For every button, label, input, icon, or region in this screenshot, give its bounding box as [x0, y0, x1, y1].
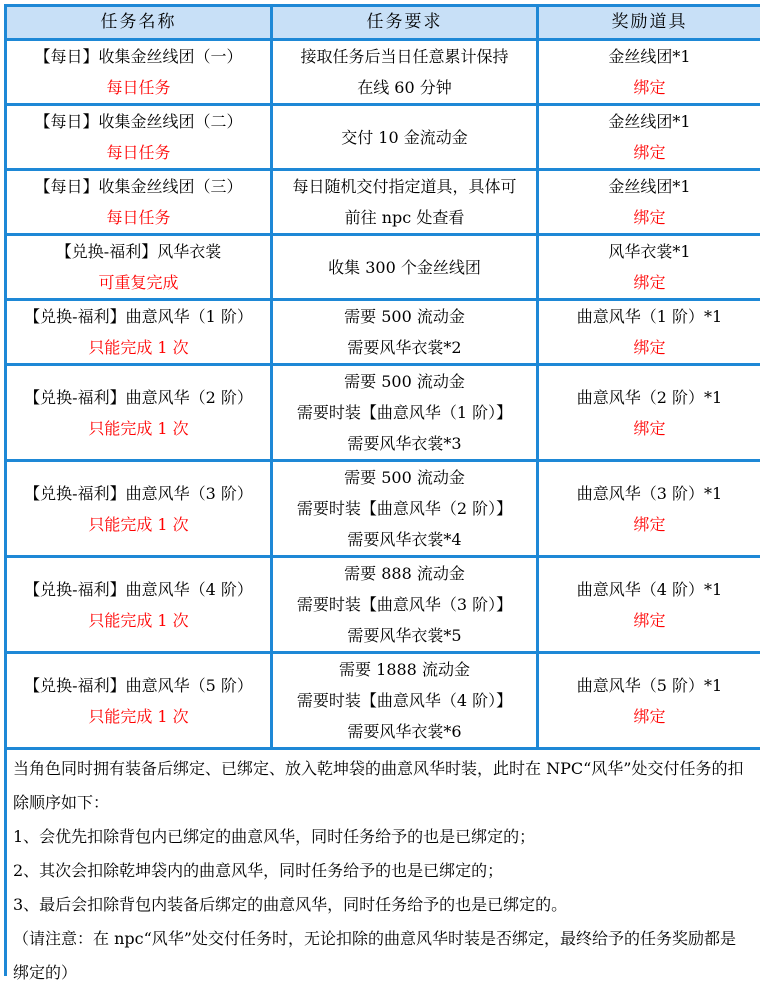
task-name: 【兑换-福利】曲意风华（4 阶） — [24, 579, 253, 599]
task-tag: 每日任务 — [106, 143, 171, 162]
requirement-line: 需要时装【曲意风华（1 阶）】 — [296, 403, 513, 422]
quest-table — [4, 4, 763, 997]
requirement-line: 需要时装【曲意风华（3 阶）】 — [296, 595, 513, 614]
table-row — [7, 171, 760, 233]
task-tag: 每日任务 — [106, 78, 171, 97]
reward-item: 风华衣裳*1 — [608, 242, 691, 261]
bind-status: 绑定 — [633, 706, 666, 726]
requirement-line: 需要 500 流动金 — [344, 307, 465, 326]
note-rule-3: 3、最后会扣除背包内装备后绑定的曲意风华，同时任务给予的也是已绑定的。 — [13, 895, 568, 914]
task-name: 【兑换-福利】曲意风华（5 阶） — [24, 675, 253, 695]
reward-cell — [539, 106, 760, 168]
bind-status: 绑定 — [633, 338, 666, 357]
bind-status: 绑定 — [633, 78, 666, 97]
task-tag: 只能完成 1 次 — [88, 514, 189, 534]
reward-item: 金丝线团*1 — [608, 112, 691, 131]
reward-item: 曲意风华（3 阶）*1 — [576, 483, 723, 503]
task-name-cell — [7, 366, 270, 459]
table-row — [7, 236, 760, 298]
reward-item: 金丝线团*1 — [608, 47, 691, 66]
header-reward-item: 奖励道具 — [539, 7, 760, 38]
task-name-cell — [7, 41, 270, 103]
reward-cell — [539, 236, 760, 298]
reward-cell — [539, 41, 760, 103]
task-name: 【每日】收集金丝线团（三） — [34, 177, 243, 196]
task-name: 【每日】收集金丝线团（二） — [34, 112, 243, 131]
header-task-requirement: 任务要求 — [273, 7, 536, 38]
reward-cell — [539, 301, 760, 363]
note-reminder: （请注意：在 npc“风华”处交付任务时，无论扣除的曲意风华时装是否绑定，最终给予的任务奖励都是绑定的） — [13, 929, 736, 982]
task-name-cell — [7, 236, 270, 298]
table-header-row — [7, 7, 760, 38]
task-tag: 每日任务 — [106, 208, 171, 227]
reward-item: 曲意风华（5 阶）*1 — [576, 675, 723, 695]
requirement-line: 交付 10 金流动金 — [341, 127, 468, 147]
task-requirement-cell — [273, 41, 536, 103]
task-name-cell — [7, 106, 270, 168]
task-name: 【每日】收集金丝线团（一） — [34, 47, 243, 66]
deduction-order-notes — [7, 750, 760, 994]
task-tag: 可重复完成 — [98, 273, 179, 292]
task-requirement-cell — [273, 301, 536, 363]
note-rule-2: 2、其次会扣除乾坤袋内的曲意风华，同时任务给予的也是已绑定的； — [13, 861, 504, 880]
reward-item: 曲意风华（1 阶）*1 — [576, 307, 723, 326]
bind-status: 绑定 — [633, 143, 666, 162]
requirement-line: 接取任务后当日任意累计保持 — [300, 47, 509, 66]
reward-cell — [539, 654, 760, 747]
task-requirement-cell — [273, 366, 536, 459]
bind-status: 绑定 — [633, 418, 666, 438]
table-row — [7, 366, 760, 459]
task-requirement-cell — [273, 236, 536, 298]
requirement-line: 需要 500 流动金 — [344, 468, 465, 487]
bind-status: 绑定 — [633, 208, 666, 227]
task-name: 【兑换-福利】曲意风华（3 阶） — [24, 483, 253, 503]
table-row — [7, 301, 760, 363]
quest-table-document — [4, 4, 760, 982]
task-name-cell — [7, 171, 270, 233]
requirement-line: 前往 npc 处查看 — [344, 208, 465, 227]
requirement-line: 需要 1888 流动金 — [339, 660, 470, 679]
reward-cell — [539, 171, 760, 233]
requirement-line: 需要 500 流动金 — [344, 372, 465, 391]
task-name: 【兑换-福利】曲意风华（1 阶） — [24, 307, 253, 326]
task-tag: 只能完成 1 次 — [88, 418, 189, 438]
bind-status: 绑定 — [633, 514, 666, 534]
reward-item: 曲意风华（4 阶）*1 — [576, 579, 723, 599]
table-row — [7, 654, 760, 747]
reward-cell — [539, 558, 760, 651]
task-tag: 只能完成 1 次 — [88, 706, 189, 726]
requirement-line: 收集 300 个金丝线团 — [328, 257, 481, 277]
task-requirement-cell — [273, 558, 536, 651]
bind-status: 绑定 — [633, 273, 666, 292]
notes-row — [7, 750, 760, 994]
reward-cell — [539, 366, 760, 459]
task-name: 【兑换-福利】曲意风华（2 阶） — [24, 387, 253, 407]
requirement-line: 需要时装【曲意风华（4 阶）】 — [296, 691, 513, 710]
requirement-line: 需要 888 流动金 — [344, 564, 465, 583]
requirement-line: 需要风华衣裳*5 — [347, 626, 462, 645]
requirement-line: 需要风华衣裳*4 — [347, 530, 462, 549]
table-row — [7, 558, 760, 651]
task-requirement-cell — [273, 654, 536, 747]
task-requirement-cell — [273, 106, 536, 168]
task-tag: 只能完成 1 次 — [88, 610, 189, 630]
task-requirement-cell — [273, 462, 536, 555]
task-tag: 只能完成 1 次 — [88, 338, 189, 357]
requirement-line: 在线 60 分钟 — [357, 78, 452, 97]
reward-cell — [539, 462, 760, 555]
requirement-line: 需要时装【曲意风华（2 阶）】 — [296, 499, 513, 518]
task-name: 【兑换-福利】风华衣裳 — [55, 242, 222, 261]
table-row — [7, 41, 760, 103]
task-name-cell — [7, 558, 270, 651]
requirement-line: 需要风华衣裳*2 — [347, 338, 462, 357]
task-name-cell — [7, 654, 270, 747]
note-rule-1: 1、会优先扣除背包内已绑定的曲意风华，同时任务给予的也是已绑定的； — [13, 827, 536, 846]
task-requirement-cell — [273, 171, 536, 233]
requirement-line: 每日随机交付指定道具，具体可 — [292, 177, 517, 196]
reward-item: 金丝线团*1 — [608, 177, 691, 196]
header-task-name: 任务名称 — [7, 7, 270, 38]
reward-item: 曲意风华（2 阶）*1 — [576, 387, 723, 407]
task-name-cell — [7, 301, 270, 363]
task-name-cell — [7, 462, 270, 555]
note-intro: 当角色同时拥有装备后绑定、已绑定、放入乾坤袋的曲意风华时装，此时在 NPC“风华”处交付任务的扣除顺序如下： — [13, 759, 744, 812]
requirement-line: 需要风华衣裳*3 — [347, 434, 462, 453]
requirement-line: 需要风华衣裳*6 — [347, 722, 462, 741]
table-row — [7, 106, 760, 168]
table-row — [7, 462, 760, 555]
bind-status: 绑定 — [633, 610, 666, 630]
